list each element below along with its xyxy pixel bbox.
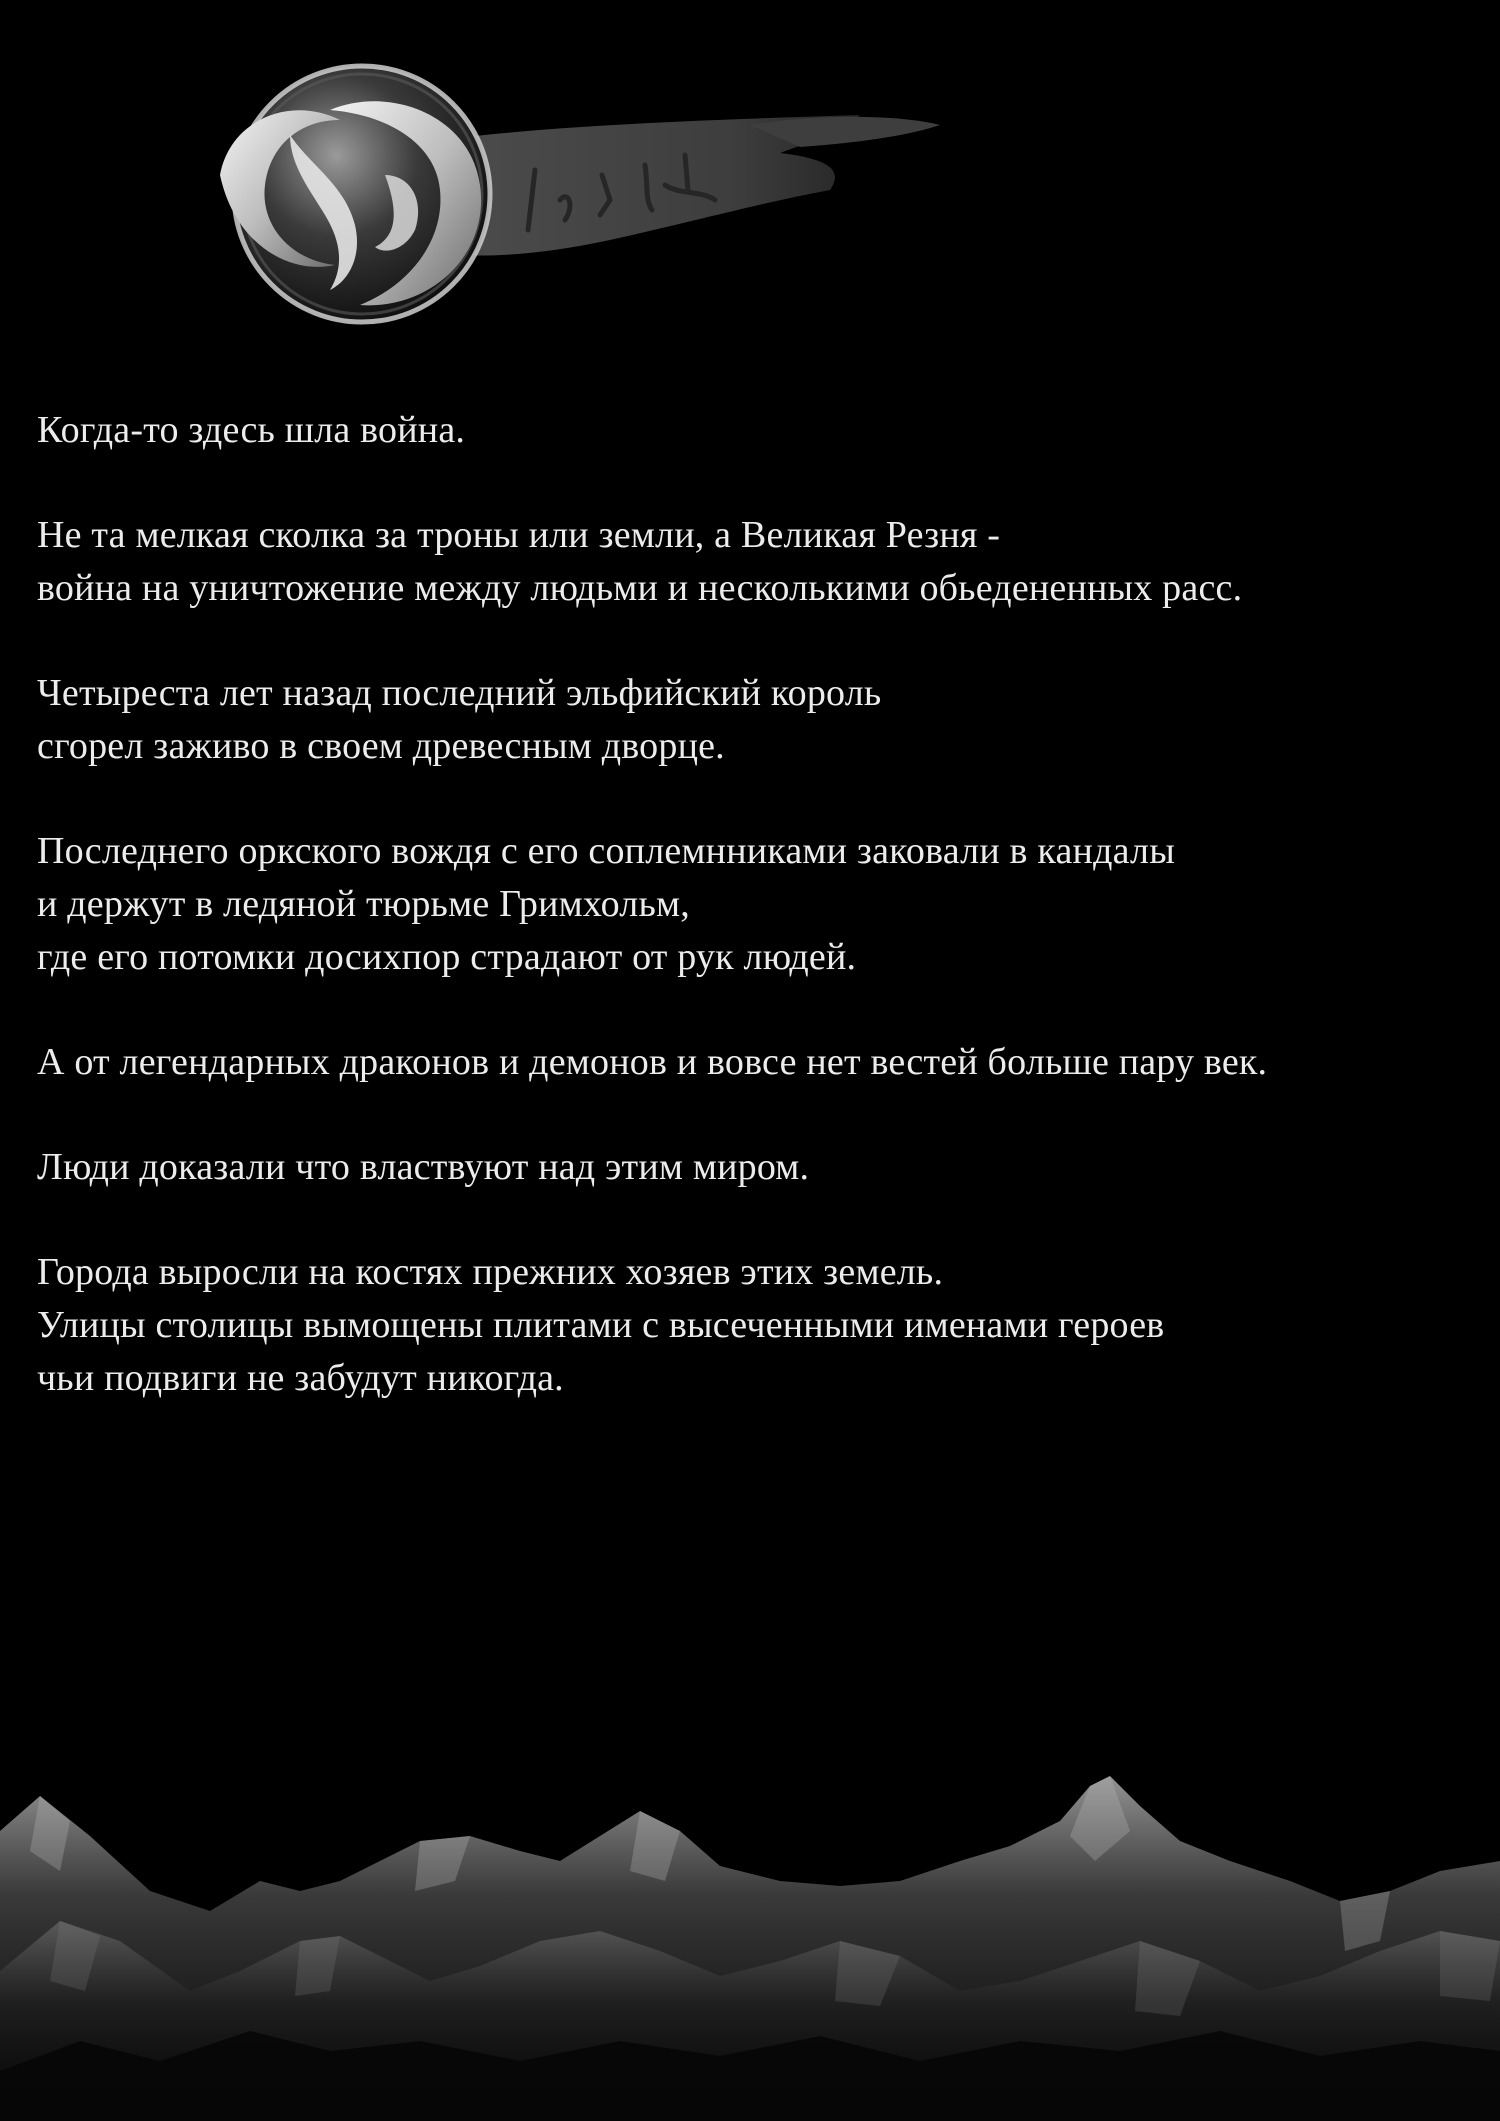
- story-text: [37, 404, 1477, 1457]
- story-line: Четыреста лет назад последний эльфийский король: [37, 672, 882, 714]
- story-line: Не та мелкая сколка за троны или земли, а Великая Резня -: [37, 514, 1001, 556]
- story-line: Улицы столицы вымощены плитами с высеченными именами героев: [37, 1304, 1165, 1346]
- story-line: и держут в ледяной тюрьме Гримхольм,: [37, 883, 690, 925]
- story-line: война на уничтожение между людьми и несколькими обьедененных расс.: [37, 567, 1243, 609]
- story-line: Люди доказали что властвуют над этим миром.: [37, 1146, 810, 1188]
- story-line: Когда-то здесь шла война.: [37, 409, 466, 451]
- story-paragraph: [37, 1246, 1477, 1405]
- story-paragraph: [37, 509, 1477, 615]
- story-paragraph: [37, 1141, 1477, 1194]
- story-paragraph: [37, 825, 1477, 984]
- story-paragraph: [37, 404, 1477, 457]
- mountain-range-icon: [0, 1741, 1500, 2121]
- story-line: сгорел заживо в своем древесным дворце.: [37, 725, 725, 767]
- story-line: А от легендарных драконов и демонов и вовсе нет вестей больше пару век.: [37, 1041, 1268, 1083]
- story-line: где его потомки досихпор страдают от рук людей.: [37, 936, 857, 978]
- story-paragraph: [37, 1036, 1477, 1089]
- comet-sigil-icon: [140, 25, 960, 365]
- story-line: Последнего оркского вождя с его соплемнниками заковали в кандалы: [37, 830, 1175, 872]
- story-paragraph: [37, 667, 1477, 773]
- story-line: чьи подвиги не забудут никогда.: [37, 1357, 564, 1399]
- story-line: Города выросли на костях прежних хозяев этих земель.: [37, 1251, 944, 1293]
